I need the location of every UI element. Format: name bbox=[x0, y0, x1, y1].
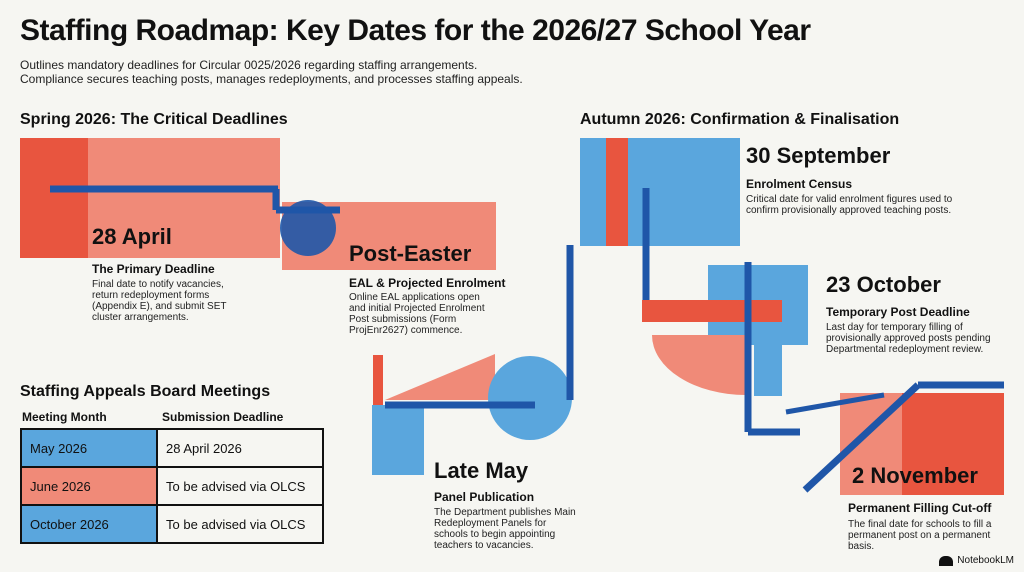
subtitle-line: Outlines mandatory deadlines for Circular 0025/2026 regarding staffing arrangements. bbox=[20, 58, 478, 72]
submission-deadline-cell: 28 April 2026 bbox=[157, 429, 323, 467]
shape-blue-circle bbox=[488, 356, 572, 440]
description-line: teachers to vacancies. bbox=[434, 540, 534, 551]
milestone-date: 23 October bbox=[826, 272, 941, 297]
description-line: provisionally approved posts pending bbox=[826, 333, 991, 344]
subtitle-line: Compliance secures teaching posts, manages redeployments, and processes staffing appeals. bbox=[20, 72, 523, 86]
description-line: Last day for temporary filling of bbox=[826, 322, 963, 333]
meeting-month-cell: May 2026 bbox=[21, 429, 157, 467]
description-line: basis. bbox=[848, 541, 875, 552]
milestone-date: Post-Easter bbox=[349, 241, 472, 266]
milestone-heading: Enrolment Census bbox=[746, 177, 853, 191]
page-subtitle bbox=[20, 58, 523, 86]
milestone-date: 28 April bbox=[92, 224, 172, 249]
milestone-date: 30 September bbox=[746, 143, 891, 168]
description-line: The Department publishes Main bbox=[434, 507, 576, 518]
meeting-month-cell: June 2026 bbox=[21, 467, 157, 505]
description-line: (Appendix E), and submit SET bbox=[92, 301, 227, 312]
shape-red-block bbox=[20, 138, 90, 258]
milestone-heading: EAL & Projected Enrolment bbox=[349, 276, 506, 290]
milestone-heading: Permanent Filling Cut-off bbox=[848, 501, 992, 515]
milestone-heading: The Primary Deadline bbox=[92, 262, 215, 276]
description-line: ProjEnr2627) commence. bbox=[349, 325, 463, 336]
milestone-description bbox=[848, 519, 991, 552]
shape-red-bar bbox=[606, 138, 628, 246]
description-line: permanent post on a permanent bbox=[848, 530, 991, 541]
description-line: Online EAL applications open bbox=[349, 292, 480, 303]
section-heading-autumn: Autumn 2026: Confirmation & Finalisation bbox=[580, 111, 900, 128]
description-line: Departmental redeployment review. bbox=[826, 344, 984, 355]
shape-blue-block bbox=[754, 324, 782, 396]
page-title: Staffing Roadmap: Key Dates for the 2026/27 School Year bbox=[20, 14, 811, 47]
submission-deadline-cell: To be advised via OLCS bbox=[157, 467, 323, 505]
shape-blue-block bbox=[580, 138, 740, 246]
shape-red-bar bbox=[642, 300, 782, 322]
shape-salmon-triangle bbox=[385, 354, 495, 400]
description-line: Redeployment Panels for bbox=[434, 518, 547, 529]
notebooklm-icon bbox=[939, 556, 953, 566]
shape-salmon-half-circle bbox=[652, 335, 746, 395]
submission-deadline-cell: To be advised via OLCS bbox=[157, 505, 323, 543]
meeting-month-cell: October 2026 bbox=[21, 505, 157, 543]
appeals-title: Staffing Appeals Board Meetings bbox=[20, 383, 271, 400]
milestone-description bbox=[826, 322, 991, 355]
description-line: confirm provisionally approved teaching posts. bbox=[746, 205, 952, 216]
description-line: and initial Projected Enrolment bbox=[349, 303, 485, 314]
milestone-description bbox=[349, 292, 485, 336]
shape-blue-block bbox=[372, 405, 424, 475]
milestone-description bbox=[434, 507, 576, 551]
table-row bbox=[21, 505, 323, 543]
description-line: Critical date for valid enrolment figures used to bbox=[746, 194, 953, 205]
milestone-description bbox=[92, 279, 227, 323]
brand-name: NotebookLM bbox=[957, 555, 1014, 566]
milestone-description bbox=[746, 194, 952, 216]
milestone-date: Late May bbox=[434, 458, 529, 483]
milestone-heading: Temporary Post Deadline bbox=[826, 305, 970, 319]
section-heading-spring: Spring 2026: The Critical Deadlines bbox=[20, 111, 288, 128]
description-line: The final date for schools to fill a bbox=[848, 519, 992, 530]
description-line: Final date to notify vacancies, bbox=[92, 279, 224, 290]
milestone-date: 2 November bbox=[852, 463, 978, 488]
brand-logo bbox=[939, 555, 1014, 566]
table-row bbox=[21, 429, 323, 467]
description-line: cluster arrangements. bbox=[92, 312, 189, 323]
table-row bbox=[21, 467, 323, 505]
description-line: schools to begin appointing bbox=[434, 529, 556, 540]
milestone-heading: Panel Publication bbox=[434, 490, 535, 504]
appeals-table bbox=[20, 428, 324, 544]
appeals-column-header-deadline: Submission Deadline bbox=[162, 410, 284, 424]
appeals-column-header-month: Meeting Month bbox=[22, 410, 107, 424]
description-line: return redeployment forms bbox=[92, 290, 210, 301]
description-line: Post submissions (Form bbox=[349, 314, 457, 325]
